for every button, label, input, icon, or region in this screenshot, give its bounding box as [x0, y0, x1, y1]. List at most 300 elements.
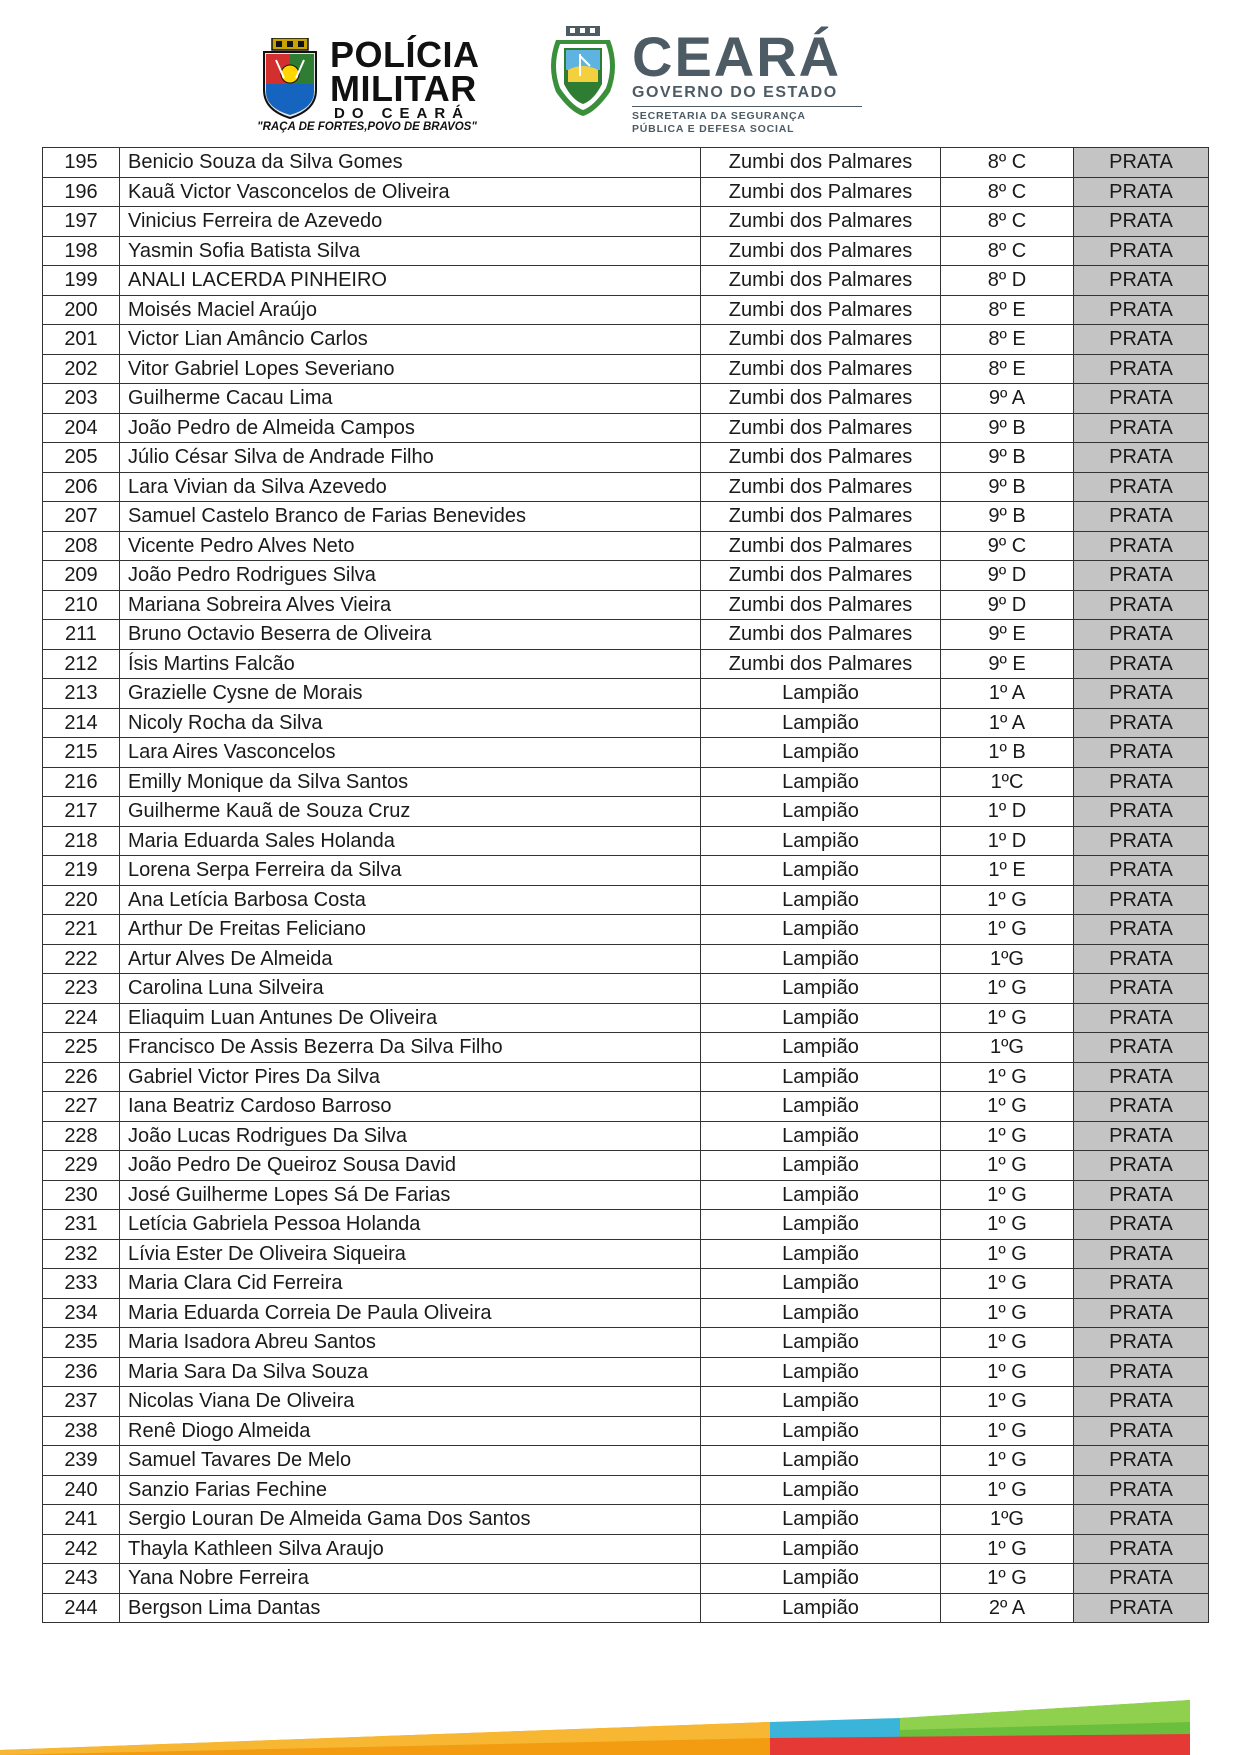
- student-name: Maria Sara Da Silva Souza: [120, 1357, 701, 1387]
- class-grade: 1º A: [941, 708, 1074, 738]
- school-name: Lampião: [701, 1180, 941, 1210]
- student-name: Mariana Sobreira Alves Vieira: [120, 590, 701, 620]
- row-number: 241: [43, 1505, 120, 1535]
- school-name: Lampião: [701, 1151, 941, 1181]
- class-grade: 1ºG: [941, 1505, 1074, 1535]
- medal-type: PRATA: [1074, 295, 1209, 325]
- table-row: [43, 1121, 1209, 1151]
- class-grade: 1º G: [941, 885, 1074, 915]
- row-number: 201: [43, 325, 120, 355]
- student-name: Lara Vivian da Silva Azevedo: [120, 472, 701, 502]
- row-number: 199: [43, 266, 120, 296]
- medal-type: PRATA: [1074, 856, 1209, 886]
- row-number: 222: [43, 944, 120, 974]
- medal-type: PRATA: [1074, 1180, 1209, 1210]
- pm-logo-line3: DO CEARÁ: [334, 105, 471, 122]
- table-row: [43, 797, 1209, 827]
- medal-type: PRATA: [1074, 472, 1209, 502]
- medal-type: PRATA: [1074, 590, 1209, 620]
- secretaria-line1: SECRETARIA DA SEGURANÇA: [632, 110, 806, 122]
- medal-type: PRATA: [1074, 561, 1209, 591]
- row-number: 203: [43, 384, 120, 414]
- class-grade: 9º E: [941, 620, 1074, 650]
- school-name: Lampião: [701, 1534, 941, 1564]
- class-grade: 1º G: [941, 1121, 1074, 1151]
- ceara-subtitle: GOVERNO DO ESTADO: [632, 84, 838, 101]
- row-number: 217: [43, 797, 120, 827]
- student-name: Victor Lian Amâncio Carlos: [120, 325, 701, 355]
- row-number: 208: [43, 531, 120, 561]
- row-number: 218: [43, 826, 120, 856]
- row-number: 221: [43, 915, 120, 945]
- pm-ceara-crest-icon: [258, 38, 322, 120]
- row-number: 225: [43, 1033, 120, 1063]
- school-name: Lampião: [701, 1416, 941, 1446]
- class-grade: 1ºG: [941, 1033, 1074, 1063]
- medal-type: PRATA: [1074, 413, 1209, 443]
- medal-type: PRATA: [1074, 1210, 1209, 1240]
- class-grade: 8º E: [941, 295, 1074, 325]
- school-name: Lampião: [701, 797, 941, 827]
- table-row: [43, 1210, 1209, 1240]
- row-number: 212: [43, 649, 120, 679]
- class-grade: 9º B: [941, 502, 1074, 532]
- medal-type: PRATA: [1074, 502, 1209, 532]
- row-number: 206: [43, 472, 120, 502]
- medal-type: PRATA: [1074, 325, 1209, 355]
- student-name: Grazielle Cysne de Morais: [120, 679, 701, 709]
- class-grade: 1º E: [941, 856, 1074, 886]
- table-row: [43, 708, 1209, 738]
- student-name: Samuel Tavares De Melo: [120, 1446, 701, 1476]
- ceara-logo-text: [632, 25, 892, 136]
- medal-type: PRATA: [1074, 1328, 1209, 1358]
- row-number: 205: [43, 443, 120, 473]
- class-grade: 1ºC: [941, 767, 1074, 797]
- school-name: Lampião: [701, 1269, 941, 1299]
- table-row: [43, 1092, 1209, 1122]
- table-row: [43, 1357, 1209, 1387]
- row-number: 200: [43, 295, 120, 325]
- medal-type: PRATA: [1074, 915, 1209, 945]
- class-grade: 1º G: [941, 1239, 1074, 1269]
- ceara-divider: [632, 106, 862, 107]
- row-number: 216: [43, 767, 120, 797]
- class-grade: 8º E: [941, 354, 1074, 384]
- table-row: [43, 1416, 1209, 1446]
- class-grade: 1º G: [941, 1357, 1074, 1387]
- class-grade: 9º B: [941, 443, 1074, 473]
- student-name: Bergson Lima Dantas: [120, 1593, 701, 1623]
- class-grade: 8º C: [941, 207, 1074, 237]
- footer-color-band: [0, 1660, 1241, 1755]
- medal-type: PRATA: [1074, 797, 1209, 827]
- table-row: [43, 915, 1209, 945]
- table-row: [43, 1298, 1209, 1328]
- student-name: Iana Beatriz Cardoso Barroso: [120, 1092, 701, 1122]
- table-row: [43, 944, 1209, 974]
- school-name: Zumbi dos Palmares: [701, 561, 941, 591]
- medal-roster-table: [42, 147, 1209, 1623]
- class-grade: 9º E: [941, 649, 1074, 679]
- medal-type: PRATA: [1074, 1564, 1209, 1594]
- class-grade: 1º G: [941, 1092, 1074, 1122]
- school-name: Lampião: [701, 974, 941, 1004]
- row-number: 237: [43, 1387, 120, 1417]
- medal-roster-body: [43, 148, 1209, 1623]
- school-name: Lampião: [701, 1033, 941, 1063]
- class-grade: 1º G: [941, 1416, 1074, 1446]
- school-name: Zumbi dos Palmares: [701, 502, 941, 532]
- student-name: Júlio César Silva de Andrade Filho: [120, 443, 701, 473]
- row-number: 213: [43, 679, 120, 709]
- table-row: [43, 1475, 1209, 1505]
- class-grade: 1º G: [941, 1210, 1074, 1240]
- row-number: 238: [43, 1416, 120, 1446]
- table-row: [43, 1328, 1209, 1358]
- class-grade: 9º D: [941, 590, 1074, 620]
- row-number: 242: [43, 1534, 120, 1564]
- student-name: Renê Diogo Almeida: [120, 1416, 701, 1446]
- medal-type: PRATA: [1074, 384, 1209, 414]
- student-name: Vitor Gabriel Lopes Severiano: [120, 354, 701, 384]
- school-name: Zumbi dos Palmares: [701, 384, 941, 414]
- school-name: Zumbi dos Palmares: [701, 649, 941, 679]
- table-row: [43, 295, 1209, 325]
- medal-type: PRATA: [1074, 1416, 1209, 1446]
- school-name: Lampião: [701, 1210, 941, 1240]
- school-name: Lampião: [701, 708, 941, 738]
- student-name: Sergio Louran De Almeida Gama Dos Santos: [120, 1505, 701, 1535]
- table-row: [43, 1505, 1209, 1535]
- student-name: Sanzio Farias Fechine: [120, 1475, 701, 1505]
- class-grade: 1º G: [941, 1564, 1074, 1594]
- medal-type: PRATA: [1074, 620, 1209, 650]
- row-number: 232: [43, 1239, 120, 1269]
- pm-logo-line1: POLÍCIA: [330, 34, 480, 75]
- student-name: Lorena Serpa Ferreira da Silva: [120, 856, 701, 886]
- school-name: Lampião: [701, 885, 941, 915]
- row-number: 224: [43, 1003, 120, 1033]
- table-row: [43, 649, 1209, 679]
- table-row: [43, 1593, 1209, 1623]
- medal-type: PRATA: [1074, 1534, 1209, 1564]
- medal-type: PRATA: [1074, 944, 1209, 974]
- medal-type: PRATA: [1074, 1298, 1209, 1328]
- medal-type: PRATA: [1074, 1446, 1209, 1476]
- student-name: Nicoly Rocha da Silva: [120, 708, 701, 738]
- school-name: Lampião: [701, 856, 941, 886]
- table-row: [43, 620, 1209, 650]
- table-row: [43, 413, 1209, 443]
- school-name: Lampião: [701, 1092, 941, 1122]
- row-number: 211: [43, 620, 120, 650]
- class-grade: 8º C: [941, 148, 1074, 178]
- student-name: Artur Alves De Almeida: [120, 944, 701, 974]
- class-grade: 1º G: [941, 1446, 1074, 1476]
- school-name: Zumbi dos Palmares: [701, 295, 941, 325]
- table-row: [43, 472, 1209, 502]
- school-name: Zumbi dos Palmares: [701, 413, 941, 443]
- table-row: [43, 1033, 1209, 1063]
- school-name: Zumbi dos Palmares: [701, 207, 941, 237]
- pm-logo-line2: MILITAR: [330, 68, 477, 109]
- student-name: Guilherme Cacau Lima: [120, 384, 701, 414]
- medal-type: PRATA: [1074, 236, 1209, 266]
- medal-type: PRATA: [1074, 826, 1209, 856]
- class-grade: 1º B: [941, 738, 1074, 768]
- class-grade: 2º A: [941, 1593, 1074, 1623]
- medal-type: PRATA: [1074, 1593, 1209, 1623]
- student-name: Thayla Kathleen Silva Araujo: [120, 1534, 701, 1564]
- table-row: [43, 1387, 1209, 1417]
- class-grade: 8º D: [941, 266, 1074, 296]
- school-name: Lampião: [701, 1003, 941, 1033]
- row-number: 244: [43, 1593, 120, 1623]
- page-header: [0, 0, 1241, 150]
- school-name: Zumbi dos Palmares: [701, 148, 941, 178]
- table-row: [43, 531, 1209, 561]
- row-number: 223: [43, 974, 120, 1004]
- row-number: 236: [43, 1357, 120, 1387]
- student-name: João Lucas Rodrigues Da Silva: [120, 1121, 701, 1151]
- table-row: [43, 1003, 1209, 1033]
- table-row: [43, 443, 1209, 473]
- student-name: Vicente Pedro Alves Neto: [120, 531, 701, 561]
- row-number: 198: [43, 236, 120, 266]
- student-name: Kauã Victor Vasconcelos de Oliveira: [120, 177, 701, 207]
- class-grade: 1º G: [941, 1062, 1074, 1092]
- row-number: 233: [43, 1269, 120, 1299]
- row-number: 196: [43, 177, 120, 207]
- school-name: Zumbi dos Palmares: [701, 620, 941, 650]
- medal-type: PRATA: [1074, 148, 1209, 178]
- medal-type: PRATA: [1074, 1475, 1209, 1505]
- school-name: Lampião: [701, 1298, 941, 1328]
- medal-type: PRATA: [1074, 649, 1209, 679]
- medal-type: PRATA: [1074, 1357, 1209, 1387]
- table-row: [43, 826, 1209, 856]
- student-name: ANALI LACERDA PINHEIRO: [120, 266, 701, 296]
- student-name: José Guilherme Lopes Sá De Farias: [120, 1180, 701, 1210]
- row-number: 210: [43, 590, 120, 620]
- table-row: [43, 590, 1209, 620]
- medal-type: PRATA: [1074, 1092, 1209, 1122]
- school-name: Zumbi dos Palmares: [701, 325, 941, 355]
- school-name: Lampião: [701, 915, 941, 945]
- table-row: [43, 148, 1209, 178]
- class-grade: 1º D: [941, 826, 1074, 856]
- student-name: João Pedro De Queiroz Sousa David: [120, 1151, 701, 1181]
- table-row: [43, 1534, 1209, 1564]
- table-row: [43, 1269, 1209, 1299]
- table-row: [43, 384, 1209, 414]
- school-name: Zumbi dos Palmares: [701, 590, 941, 620]
- row-number: 243: [43, 1564, 120, 1594]
- school-name: Lampião: [701, 1475, 941, 1505]
- table-row: [43, 502, 1209, 532]
- row-number: 197: [43, 207, 120, 237]
- row-number: 239: [43, 1446, 120, 1476]
- row-number: 202: [43, 354, 120, 384]
- medal-type: PRATA: [1074, 1505, 1209, 1535]
- table-row: [43, 738, 1209, 768]
- student-name: Lívia Ester De Oliveira Siqueira: [120, 1239, 701, 1269]
- medal-type: PRATA: [1074, 708, 1209, 738]
- class-grade: 8º E: [941, 325, 1074, 355]
- student-name: Yana Nobre Ferreira: [120, 1564, 701, 1594]
- school-name: Lampião: [701, 679, 941, 709]
- table-row: [43, 1062, 1209, 1092]
- medal-type: PRATA: [1074, 767, 1209, 797]
- medal-type: PRATA: [1074, 1121, 1209, 1151]
- school-name: Lampião: [701, 1593, 941, 1623]
- student-name: Yasmin Sofia Batista Silva: [120, 236, 701, 266]
- medal-type: PRATA: [1074, 177, 1209, 207]
- student-name: Lara Aires Vasconcelos: [120, 738, 701, 768]
- class-grade: 1º G: [941, 1269, 1074, 1299]
- school-name: Zumbi dos Palmares: [701, 472, 941, 502]
- table-row: [43, 177, 1209, 207]
- class-grade: 8º C: [941, 236, 1074, 266]
- row-number: 220: [43, 885, 120, 915]
- school-name: Zumbi dos Palmares: [701, 236, 941, 266]
- table-row: [43, 885, 1209, 915]
- school-name: Lampião: [701, 738, 941, 768]
- table-row: [43, 974, 1209, 1004]
- medal-type: PRATA: [1074, 531, 1209, 561]
- class-grade: 9º B: [941, 472, 1074, 502]
- student-name: Samuel Castelo Branco de Farias Benevides: [120, 502, 701, 532]
- table-row: [43, 1239, 1209, 1269]
- medal-type: PRATA: [1074, 738, 1209, 768]
- school-name: Lampião: [701, 944, 941, 974]
- school-name: Zumbi dos Palmares: [701, 266, 941, 296]
- class-grade: 1º D: [941, 797, 1074, 827]
- class-grade: 1º G: [941, 974, 1074, 1004]
- student-name: Letícia Gabriela Pessoa Holanda: [120, 1210, 701, 1240]
- pm-logo-text: [330, 34, 490, 122]
- pm-slogan: "RAÇA DE FORTES,POVO DE BRAVOS": [257, 121, 477, 133]
- school-name: Lampião: [701, 1446, 941, 1476]
- school-name: Lampião: [701, 1564, 941, 1594]
- row-number: 228: [43, 1121, 120, 1151]
- table-row: [43, 1564, 1209, 1594]
- class-grade: 1º G: [941, 1475, 1074, 1505]
- table-row: [43, 325, 1209, 355]
- row-number: 234: [43, 1298, 120, 1328]
- student-name: Maria Eduarda Correia De Paula Oliveira: [120, 1298, 701, 1328]
- school-name: Zumbi dos Palmares: [701, 531, 941, 561]
- row-number: 215: [43, 738, 120, 768]
- school-name: Lampião: [701, 1505, 941, 1535]
- medal-type: PRATA: [1074, 443, 1209, 473]
- class-grade: 1º G: [941, 1151, 1074, 1181]
- school-name: Lampião: [701, 1062, 941, 1092]
- class-grade: 9º B: [941, 413, 1074, 443]
- table-row: [43, 266, 1209, 296]
- medal-type: PRATA: [1074, 1269, 1209, 1299]
- row-number: 227: [43, 1092, 120, 1122]
- medal-type: PRATA: [1074, 1239, 1209, 1269]
- class-grade: 1º G: [941, 1328, 1074, 1358]
- row-number: 214: [43, 708, 120, 738]
- class-grade: 1º G: [941, 1534, 1074, 1564]
- student-name: Eliaquim Luan Antunes De Oliveira: [120, 1003, 701, 1033]
- row-number: 240: [43, 1475, 120, 1505]
- school-name: Zumbi dos Palmares: [701, 354, 941, 384]
- student-name: Maria Clara Cid Ferreira: [120, 1269, 701, 1299]
- class-grade: 1º G: [941, 1387, 1074, 1417]
- table-row: [43, 354, 1209, 384]
- row-number: 231: [43, 1210, 120, 1240]
- row-number: 204: [43, 413, 120, 443]
- school-name: Lampião: [701, 1121, 941, 1151]
- school-name: Lampião: [701, 826, 941, 856]
- class-grade: 8º C: [941, 177, 1074, 207]
- class-grade: 1º G: [941, 1298, 1074, 1328]
- row-number: 229: [43, 1151, 120, 1181]
- school-name: Lampião: [701, 1239, 941, 1269]
- row-number: 226: [43, 1062, 120, 1092]
- student-name: Maria Eduarda Sales Holanda: [120, 826, 701, 856]
- student-name: Benicio Souza da Silva Gomes: [120, 148, 701, 178]
- class-grade: 1º A: [941, 679, 1074, 709]
- school-name: Zumbi dos Palmares: [701, 443, 941, 473]
- medal-type: PRATA: [1074, 266, 1209, 296]
- student-name: Ísis Martins Falcão: [120, 649, 701, 679]
- student-name: Carolina Luna Silveira: [120, 974, 701, 1004]
- school-name: Zumbi dos Palmares: [701, 177, 941, 207]
- row-number: 209: [43, 561, 120, 591]
- school-name: Lampião: [701, 1357, 941, 1387]
- row-number: 195: [43, 148, 120, 178]
- medal-type: PRATA: [1074, 1003, 1209, 1033]
- table-row: [43, 1180, 1209, 1210]
- student-name: Maria Isadora Abreu Santos: [120, 1328, 701, 1358]
- class-grade: 9º C: [941, 531, 1074, 561]
- table-row: [43, 679, 1209, 709]
- table-row: [43, 767, 1209, 797]
- table-row: [43, 1151, 1209, 1181]
- table-row: [43, 856, 1209, 886]
- ceara-state-crest-icon: [544, 26, 622, 118]
- student-name: João Pedro de Almeida Campos: [120, 413, 701, 443]
- ceara-title: CEARÁ: [632, 25, 842, 88]
- school-name: Lampião: [701, 1387, 941, 1417]
- class-grade: 1º G: [941, 915, 1074, 945]
- student-name: Bruno Octavio Beserra de Oliveira: [120, 620, 701, 650]
- school-name: Lampião: [701, 767, 941, 797]
- row-number: 230: [43, 1180, 120, 1210]
- table-row: [43, 236, 1209, 266]
- class-grade: 1º G: [941, 1180, 1074, 1210]
- student-name: Guilherme Kauã de Souza Cruz: [120, 797, 701, 827]
- table-row: [43, 1446, 1209, 1476]
- student-name: Gabriel Victor Pires Da Silva: [120, 1062, 701, 1092]
- medal-type: PRATA: [1074, 354, 1209, 384]
- medal-type: PRATA: [1074, 207, 1209, 237]
- student-name: Arthur De Freitas Feliciano: [120, 915, 701, 945]
- row-number: 219: [43, 856, 120, 886]
- medal-type: PRATA: [1074, 1387, 1209, 1417]
- secretaria-line2: PÚBLICA E DEFESA SOCIAL: [632, 123, 795, 135]
- medal-type: PRATA: [1074, 1062, 1209, 1092]
- student-name: Nicolas Viana De Oliveira: [120, 1387, 701, 1417]
- medal-type: PRATA: [1074, 679, 1209, 709]
- medal-type: PRATA: [1074, 974, 1209, 1004]
- student-name: Vinicius Ferreira de Azevedo: [120, 207, 701, 237]
